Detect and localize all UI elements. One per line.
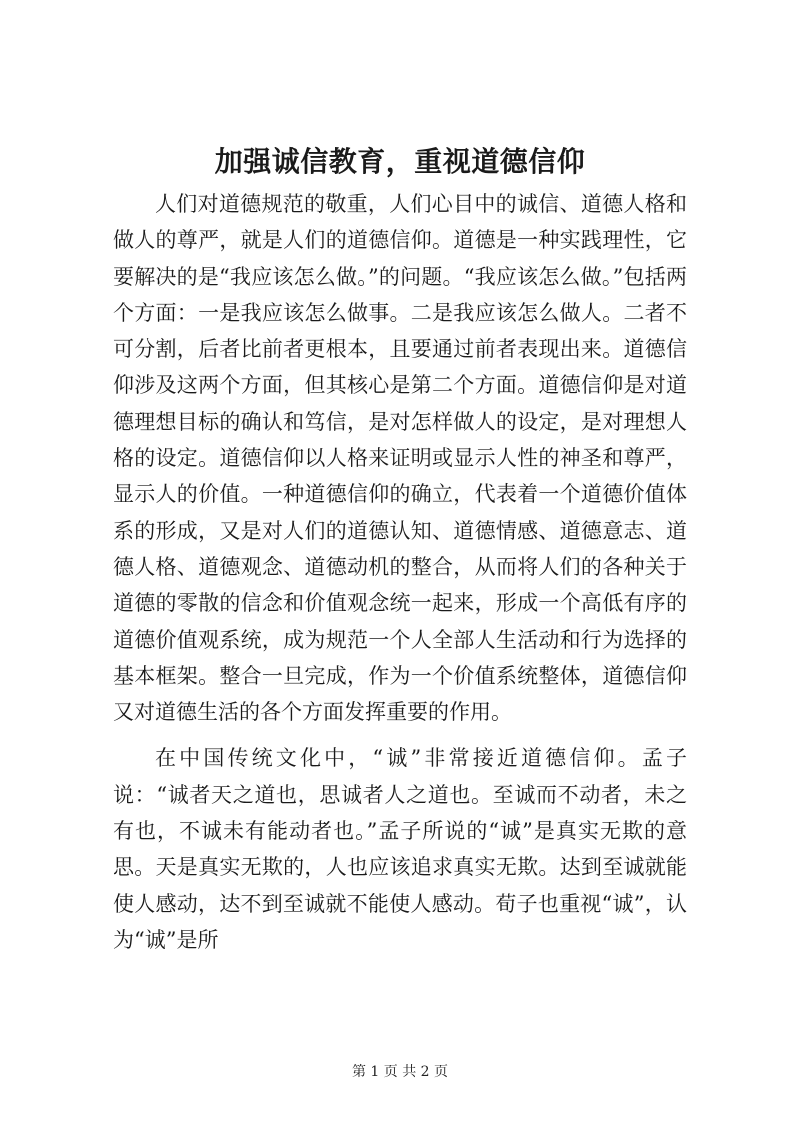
- document-title: 加强诚信教育，重视道德信仰: [214, 145, 586, 178]
- document-body: [113, 186, 687, 958]
- page-footer: 第 1 页 共 2 页: [351, 1064, 449, 1080]
- paragraph-1: 人们对道德规范的敬重，人们心目中的诚信、道德人格和做人的尊严，就是人们的道德信仰。道德是一种实践理性，它要解决的是“我应该怎么做。”的问题。“我应该怎么做。”包括两个方面：一是我应该怎么做事。二是我应该怎么做人。二者不可分割，后者比前者更根本，且要通过前者表现出来。道德信仰涉及这两个方面，但其核心是第二个方面。道德信仰是对道德理想目标的确认和笃信，是对怎样做人的设定，是对理想人格的设定。道德信仰以人格来证明或显示人性的神圣和尊严，显示人的价值。一种道德信仰的确立，代表着一个道德价值体系的形成，又是对人们的道德认知、道德情感、道德意志、道德人格、道德观念、道德动机的整合，从而将人们的各种关于道德的零散的信念和价值观念统一起来，形成一个高低有序的道德价值观系统，成为规范一个人全部人生活动和行为选择的基本框架。整合一旦完成，作为一个价值系统整体，道德信仰又对道德生活的各个方面发挥重要的作用。: [113, 192, 687, 725]
- paragraph-2: 在中国传统文化中，“诚”非常接近道德信仰。孟子说：“诚者天之道也，思诚者人之道也。至诚而不动者，未之有也，不诚未有能动者也。”孟子所说的“诚”是真实无欺的意思。天是真实无欺的，人也应该追求真实无欺。达到至诚就能使人感动，达不到至诚就不能使人感动。荀子也重视“诚”，认为“诚”是所: [113, 746, 687, 952]
